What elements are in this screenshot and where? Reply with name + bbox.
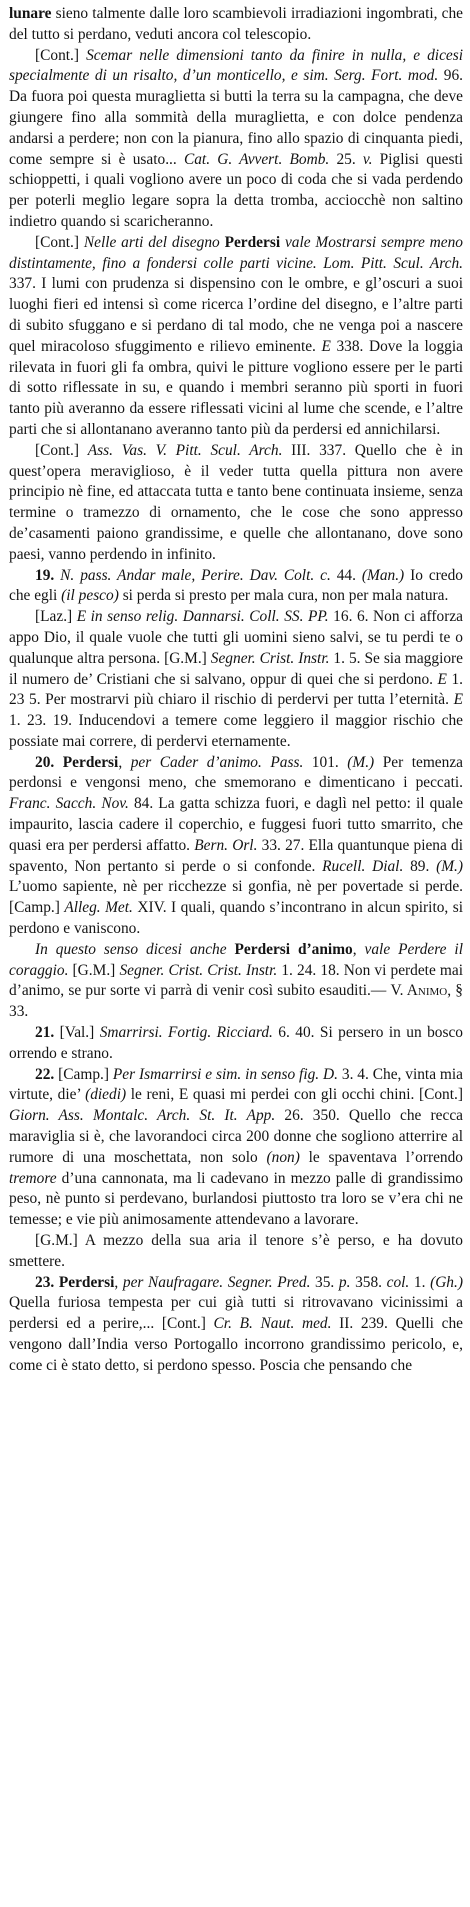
body-text: Per temenza perdonsi e vengonsi meno, che smemorano e dimenticano i peccati.	[9, 753, 463, 792]
body-text: 338. Dove la loggia rilevata in fuori gli fa ombra, quivi le pitture vogliono essere per le parti di sotto riflessate in su, e quando i membri seranno più sporti in fuori tanto più averanno da essere riflessati vicini al lume che scende, e l’altre parti che si allontanano averanno tanto più da perdersi ed annichilarsi.	[9, 337, 463, 438]
italic-text: (Gh.)	[430, 1273, 463, 1291]
entry-headword: Perdersi d’animo	[234, 940, 353, 958]
italic-text: Cr. B. Naut. med.	[213, 1315, 332, 1333]
body-text: 25.	[329, 150, 363, 168]
body-text: sieno talmente dalle loro scambievoli irradiazioni ingombrati, che del tutto si perdano, veduti ancora col telescopio.	[9, 5, 463, 43]
italic-text: p.	[338, 1273, 351, 1291]
italic-text: E in senso relig. Dannarsi. Coll. SS. PP.	[76, 608, 329, 626]
body-text: 35.	[310, 1273, 339, 1291]
small-caps-text: III.	[282, 441, 311, 459]
italic-text: per Naufragare. Segner. Pred.	[122, 1273, 311, 1291]
italic-text: (il pesco)	[61, 587, 119, 605]
entry-paragraph	[9, 566, 463, 608]
italic-text: Segner. Crist. Crist. Instr.	[119, 961, 278, 979]
body-text: [Cont.]	[35, 46, 87, 64]
entry-headword: Perdersi	[224, 233, 281, 251]
body-text: 6. 40. Si persero in un bosco orrendo e strano.	[9, 1024, 463, 1062]
body-text: 89.	[403, 857, 437, 875]
italic-text: (non)	[266, 1148, 300, 1166]
body-text: Io credo che egli	[9, 566, 464, 605]
body-text: [G.M.] A mezzo della sua aria il tenore s’è perso, e ha dovuto smettere.	[9, 1232, 463, 1270]
entry-headword: 20. Perdersi	[35, 753, 119, 771]
entry-headword: 22.	[35, 1065, 55, 1083]
body-text: [Cont.]	[35, 233, 84, 251]
italic-text: Bern. Orl.	[194, 836, 258, 854]
italic-text: Per Ismarrirsi e sim. in senso fig. D.	[112, 1065, 338, 1083]
body-text: 1. 23 5. Per mostrarvi più chiaro il rischio di perdervi per tutta l’eternità.	[9, 670, 463, 709]
body-text: 3. 4. Che, vinta mia virtute, die’	[9, 1065, 463, 1104]
italic-text: E	[453, 691, 463, 709]
body-text: ,	[352, 940, 365, 958]
entry-paragraph	[9, 233, 463, 441]
italic-text: v.	[362, 150, 373, 168]
body-text: 101.	[303, 753, 348, 771]
body-text: 1.	[409, 1273, 431, 1291]
entry-paragraph	[9, 441, 463, 566]
body-text: si perda si presto per mala cura, non per mala natura.	[118, 587, 449, 605]
body-text: d’una cannonata, ma li cadevano in mezzo palle di grandissimo peso, nè punto si perdevano, burlandosi piuttosto tra loro se v’era chi ne temesse; e vie più animosamente attendevano a lavorare.	[9, 1169, 463, 1229]
body-text: le reni, E quasi mi perdei con gli occhi chini. [Cont.]	[126, 1086, 463, 1104]
body-text: [Val.]	[54, 1024, 100, 1042]
body-text: Piglisi questi schioppetti, i quali vogliono avere un poco di coda che si vada perdendo per poterli meglio legare sopra la detta tromba, acciocchè non saltino indietro quando si scaricheranno.	[9, 150, 463, 230]
body-text: [Cont.]	[35, 441, 88, 459]
entry-paragraph	[9, 940, 463, 1023]
italic-text: (M.)	[436, 857, 463, 875]
body-text: 44.	[330, 566, 362, 584]
body-text: 239. Quelli che vengono dall’India verso Portogallo incorrono grandissimo pericolo, e, come ci è stato detto, si perdono spesso. Poscia che pensando che	[9, 1315, 463, 1374]
body-text: 1. 24. 18. Non vi perdete mai d’animo, se pur sorte vi parrà di venir così subito esauditi.—	[9, 961, 463, 1000]
italic-text: E	[321, 337, 331, 355]
body-text: Quella furiosa tempesta per cui già tutti si ritrovavano vicinissimi a perdersi ed a perire,... [Cont.]	[9, 1294, 463, 1333]
body-text: [G.M.]	[68, 961, 120, 979]
body-text: , § 33.	[9, 982, 464, 1021]
italic-text: Giorn. Ass. Montalc. Arch. St. It. App.	[9, 1107, 276, 1125]
body-text: 358.	[350, 1273, 387, 1291]
body-text: 1. 23. 19. Inducendovi a temere come leggiero il maggior rischio che possiate mai correre, di perdervi eternamente.	[9, 712, 463, 750]
small-caps-text: II.	[331, 1315, 354, 1333]
body-text: I quali, quando s’incontrano in alcun spirito, si perdono e vaniscono.	[9, 899, 463, 938]
italic-text: Alleg. Met.	[64, 899, 133, 917]
entry-headword: 21.	[35, 1024, 55, 1042]
italic-text: Nelle arti del disegno	[83, 233, 225, 251]
entry-paragraph	[9, 4, 463, 46]
body-text: 84. La gatta schizza fuori, e daglì nel petto: il quale impaurito, lascia cadere il coperchio, e fuggesi fuori tutto smarrito, che quasi era per perdersi affatto.	[9, 795, 463, 854]
entry-paragraph	[9, 753, 463, 940]
italic-text: (diedi)	[85, 1086, 127, 1104]
entry-paragraph	[9, 1231, 463, 1273]
italic-text: per Cader d’animo. Pass.	[130, 753, 304, 771]
entry-paragraph	[9, 46, 463, 233]
body-text: le spaventava l’orrendo	[299, 1148, 463, 1166]
body-text: 26. 350. Quello che recca maraviglia si è, che lavorandoci circa 200 donne che sogliono atterrire al rumore di una moschettata, non solo	[9, 1107, 463, 1166]
italic-text: N. pass. Andar male, Perire. Dav. Colt. c.	[60, 566, 331, 584]
entry-headword: 19.	[35, 566, 55, 584]
body-text: [Laz.]	[35, 608, 77, 626]
italic-text: Smarrirsi. Fortig. Ricciard.	[99, 1024, 273, 1042]
italic-text: E	[437, 670, 447, 688]
small-caps-text: V. Animo	[390, 982, 448, 1000]
body-text: ,	[114, 1273, 123, 1291]
small-caps-text: XIV.	[132, 899, 167, 917]
italic-text: (M.)	[347, 753, 375, 771]
body-text: 337. I lumi con prudenza si dispensino con le ombre, e gl’oscuri a suoi luoghi fieri ed intensi sì come ricerca l’ordine del disegno, e l’altre parti di subito sfuggano e si perdano di tal modo, che ne venga poi a nascere quel miracoloso sfuggimento e rilievo eminente.	[9, 275, 463, 355]
body-text: 96. Da fuora poi questa muraglietta si butti la terra su la campagna, che deve giungere fino alla sommità della muraglietta, e con dolce pendenza andarsi a perdere; non con la pianura, fino allo spazio di cinquanta piedi, come sempre si è usato...	[9, 67, 463, 168]
body-text: [Camp.]	[54, 1065, 113, 1083]
italic-text: Rucell. Dial.	[322, 857, 404, 875]
entry-paragraph	[9, 607, 463, 753]
body-text: 1. 5. Se sia maggiore il numero de’ Cristiani che si salvano, oppur di quei che si perdono.	[9, 649, 464, 688]
entry-paragraph	[9, 1023, 463, 1065]
italic-text: In questo senso dicesi anche	[35, 940, 235, 958]
italic-text: Segner. Crist. Instr.	[210, 649, 330, 667]
italic-text: Franc. Sacch. Nov.	[9, 795, 129, 813]
italic-text: vale Perdere il coraggio.	[9, 940, 463, 979]
entry-paragraph	[9, 1273, 463, 1377]
body-text: ,	[118, 753, 131, 771]
body-text: 16. 6. Non ci afforza appo Dio, il quale vuole che tutti gli uomini sieno salvi, se tu perdi te o qualunque altra persona. [G.M.]	[9, 608, 463, 667]
italic-text: Scemar nelle dimensioni tanto da finire in nulla, e dicesi specialmente di un risalto, d’un monticello, e sim. Serg. Fort. mod.	[9, 46, 463, 85]
italic-text: Ass. Vas. V. Pitt. Scul. Arch.	[87, 441, 283, 459]
entry-headword: 23. Perdersi	[35, 1273, 115, 1291]
italic-text: col.	[386, 1273, 410, 1291]
italic-text: tremore	[9, 1169, 57, 1187]
entry-headword: lunare	[9, 5, 52, 22]
body-text: 337. Quello che è in quest’opera meraviglioso, è il veder tutta quella pittura non avere principio nè fine, ed attaccata tutta e tanto bene continuata insieme, senza termine o tramezzo di ornamento, che le cose che sono appresso de’casamenti paiono grandissime, e quelle che allontanano, dove sono paesi, vanno perdendo in infinito.	[9, 441, 463, 563]
entry-paragraph	[9, 1065, 463, 1231]
italic-text: (Man.)	[361, 566, 405, 584]
body-text: L’uomo sapiente, nè per ricchezze si gonfia, nè per povertade si perde. [Camp.]	[9, 878, 463, 917]
italic-text: Cat. G. Avvert. Bomb.	[183, 150, 330, 168]
body-text: 33. 27. Ella quantunque piena di spavento, Non pertanto si perde o si confonde.	[9, 836, 464, 875]
italic-text: vale Mostrarsi sempre meno distintamente, fino a fondersi colle parti vicine. Lom. Pitt. Scul. Arch.	[9, 233, 463, 272]
